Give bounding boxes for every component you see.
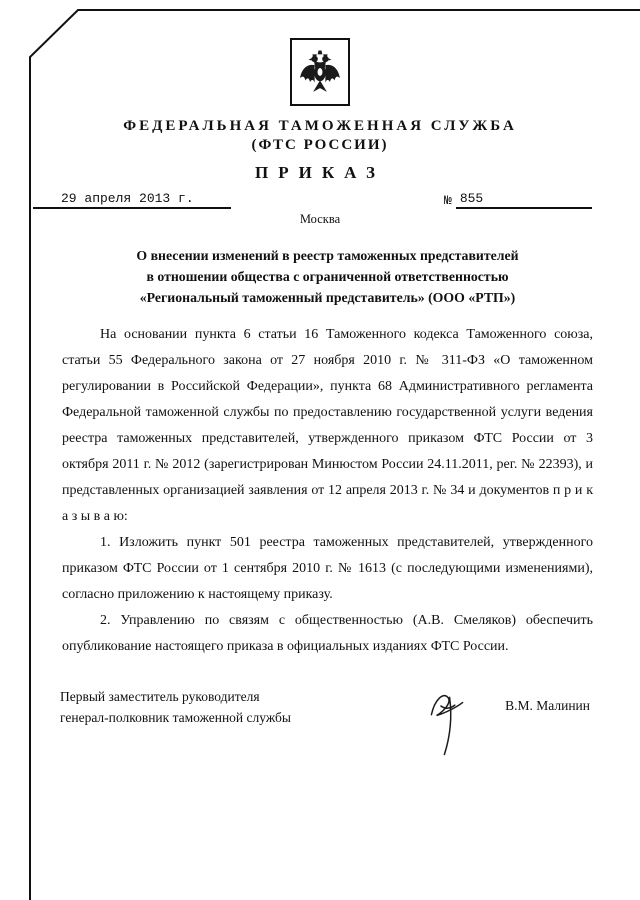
- title-line-1: О внесении изменений в реестр таможенных представителей: [136, 248, 519, 263]
- number-sign-label: №: [444, 193, 452, 208]
- emblem-frame: [290, 38, 350, 106]
- order-item-1: 1. Изложить пункт 501 реестра таможенных представителей, утвержденного приказом ФТС России от 1 сентября 2010 г. № 1613 (с последующими изменениями), согласно приложению к настоящему приказу.: [62, 535, 593, 602]
- signature-icon: [407, 680, 487, 758]
- requisites-row: [33, 191, 592, 209]
- document-title: [62, 245, 593, 308]
- signer-position-line1: Первый заместитель руководителя: [60, 689, 260, 704]
- issue-city: Москва: [299, 212, 341, 226]
- order-item-2: 2. Управлению по связям с общественностью (А.В. Смеляков) обеспечить опубликование настоящего приказа в официальных изданиях ФТС России.: [62, 613, 593, 654]
- signature-block: [60, 686, 590, 758]
- signer-name: В.М. Малинин: [505, 698, 590, 713]
- coat-of-arms-icon: [297, 45, 343, 99]
- document-number: 855: [456, 191, 592, 209]
- preamble-paragraph: На основании пункта 6 статьи 16 Таможенного кодекса Таможенного союза, статьи 55 Федерального закона от 27 ноября 2010 г. № 311-ФЗ «О таможенном регулировании в Российской Федерации», пункта 68 Административного регламента Федеральной таможенной службы по предоставлению государственной услуги ведения реестра таможенных представителей, утвержденного приказом ФТС России от 3 октября 2011 г. № 2012 (зарегистрирован Минюстом России 24.11.2011, рег. № 22393), и представленных организацией заявления от 12 апреля 2013 г. № 34 и документов п р и к а з ы в а ю:: [62, 327, 593, 524]
- document-type-heading: ПРИКАЗ: [255, 163, 385, 182]
- document-number-field: [444, 191, 592, 209]
- signer-position: [60, 686, 407, 728]
- org-name-line1: ФЕДЕРАЛЬНАЯ ТАМОЖЕННАЯ СЛУЖБА: [123, 118, 517, 134]
- document-date: 29 апреля 2013 г.: [33, 191, 231, 209]
- signer-position-line2: генерал-полковник таможенной службы: [60, 710, 291, 725]
- title-line-2: в отношении общества с ограниченной ответственностью: [146, 269, 509, 284]
- title-line-3: «Региональный таможенный представитель» (ООО «РТП»): [139, 290, 516, 305]
- org-name-line2: (ФТС РОССИИ): [251, 137, 389, 153]
- document-body: [62, 322, 593, 660]
